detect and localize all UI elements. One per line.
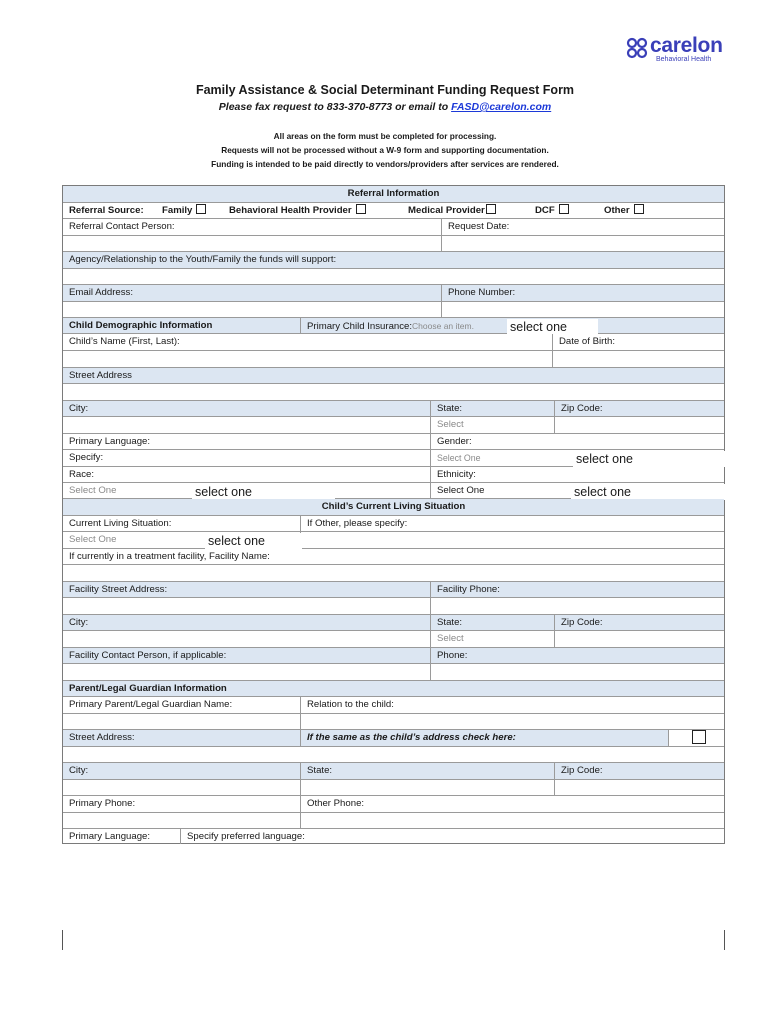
guardian-street-label: Street Address: xyxy=(63,730,301,746)
insurance-label: Primary Child Insurance: xyxy=(307,321,413,332)
row xyxy=(63,648,724,664)
email-label: Email Address: xyxy=(63,285,442,301)
row xyxy=(63,697,724,714)
contact-person-label: Referral Contact Person: xyxy=(63,219,442,235)
section-header-guardian xyxy=(63,681,724,697)
facility-contact-phone-label: Phone: xyxy=(437,650,468,661)
specify-label: Specify: xyxy=(63,450,431,466)
living-placeholder: Select One xyxy=(63,532,301,548)
section-header-living xyxy=(63,499,724,516)
form-title: Family Assistance & Social Determinant Funding Request Form xyxy=(195,83,575,97)
note-line: All areas on the form must be completed for processing. xyxy=(273,131,497,141)
input-row xyxy=(63,747,724,763)
row xyxy=(63,516,724,532)
other-phone-label: Other Phone: xyxy=(307,798,365,809)
guardian-state-label: State: xyxy=(301,763,555,779)
input-row xyxy=(63,269,724,285)
row xyxy=(63,549,724,565)
family-checkbox[interactable] xyxy=(196,204,206,214)
insurance-placeholder: Choose an item. xyxy=(412,321,474,331)
facility-street-label: Facility Street Address: xyxy=(63,582,431,597)
city-label: City: xyxy=(63,401,431,416)
section-title: Child Demographic Information xyxy=(63,318,301,333)
facility-contact-label: Facility Contact Person, if applicable: xyxy=(63,648,431,663)
section-title: Referral Information xyxy=(347,188,440,199)
relation-field[interactable] xyxy=(301,714,724,729)
input-row xyxy=(63,664,724,681)
facility-contact-phone-field[interactable] xyxy=(431,664,724,680)
referral-source-row xyxy=(63,203,724,219)
input-row xyxy=(63,236,724,252)
row xyxy=(63,434,724,450)
dcf-checkbox[interactable] xyxy=(559,204,569,214)
guardian-name-field[interactable] xyxy=(63,714,301,729)
gender-select[interactable]: select one xyxy=(573,451,736,467)
row xyxy=(63,219,724,236)
dob-label: Date of Birth: xyxy=(559,336,615,347)
agency-field[interactable] xyxy=(63,269,724,284)
street-label: Street Address xyxy=(69,370,132,381)
input-row xyxy=(63,631,724,648)
ethnicity-select[interactable]: select one xyxy=(571,484,770,500)
gender-placeholder: Select One xyxy=(437,453,481,463)
other-phone-field[interactable] xyxy=(301,813,724,828)
source-option-other[interactable]: Other xyxy=(604,203,644,218)
row xyxy=(63,582,724,598)
guardian-city-field[interactable] xyxy=(63,780,301,795)
facility-city-label: City: xyxy=(63,615,431,630)
row xyxy=(63,796,724,813)
agency-label: Agency/Relationship to the Youth/Family the funds will support: xyxy=(69,254,337,265)
facility-state-label: State: xyxy=(431,615,555,630)
current-living-label: Current Living Situation: xyxy=(63,516,301,531)
facility-zip-field[interactable] xyxy=(555,631,724,647)
input-row xyxy=(63,384,724,401)
section-title: Parent/Legal Guardian Information xyxy=(69,683,227,694)
source-option-bh-provider[interactable]: Behavioral Health Provider xyxy=(229,203,366,218)
relation-label: Relation to the child: xyxy=(307,699,394,710)
brand-sub: Behavioral Health xyxy=(656,56,712,63)
primary-phone-label: Primary Phone: xyxy=(63,796,301,812)
form-notes xyxy=(0,129,770,171)
input-row xyxy=(63,351,724,368)
facility-state-select[interactable]: Select xyxy=(431,631,555,647)
facility-street-field[interactable] xyxy=(63,598,431,614)
zip-label: Zip Code: xyxy=(561,403,603,414)
ethnicity-label: Ethnicity: xyxy=(437,469,476,480)
input-row xyxy=(63,417,724,434)
facility-name-label: If currently in a treatment facility, Facility Name: xyxy=(69,551,270,562)
facility-contact-field[interactable] xyxy=(63,664,431,680)
guardian-street-field[interactable] xyxy=(63,747,724,762)
brand-name: carelon xyxy=(650,34,723,57)
guardian-name-label: Primary Parent/Legal Guardian Name: xyxy=(63,697,301,713)
input-row xyxy=(63,714,724,730)
input-row xyxy=(63,780,724,796)
living-select[interactable]: select one xyxy=(205,533,302,549)
row xyxy=(63,334,724,351)
page-mark-right xyxy=(724,930,725,950)
page-mark-left xyxy=(62,930,63,950)
row xyxy=(63,829,724,844)
primary-phone-field[interactable] xyxy=(63,813,301,828)
carelon-logo xyxy=(626,36,726,66)
other-checkbox[interactable] xyxy=(634,204,644,214)
guardian-zip-label: Zip Code: xyxy=(561,765,603,776)
race-placeholder: Select One xyxy=(63,483,431,498)
input-row xyxy=(63,598,724,615)
street-field[interactable] xyxy=(63,384,724,400)
guardian-language-label: Primary Language: xyxy=(63,829,181,844)
email-link[interactable]: FASD@carelon.com xyxy=(451,101,552,113)
referral-source-label: Referral Source: xyxy=(69,205,144,216)
section-header-referral xyxy=(63,186,724,203)
row xyxy=(63,532,724,549)
same-address-checkbox[interactable] xyxy=(692,730,706,744)
input-row xyxy=(63,813,724,829)
contact-person-field[interactable] xyxy=(63,236,442,251)
child-header-row xyxy=(63,318,724,334)
facility-name-field[interactable] xyxy=(63,565,724,581)
request-form xyxy=(62,185,725,844)
section-title: Child’s Current Living Situation xyxy=(321,501,466,512)
carelon-logo-icon xyxy=(626,37,648,59)
row xyxy=(63,730,724,747)
gender-label: Gender: xyxy=(437,436,472,447)
facility-phone-field[interactable] xyxy=(431,598,724,614)
source-option-dcf[interactable]: DCF xyxy=(535,203,569,218)
row xyxy=(63,285,724,302)
other-specify-label: If Other, please specify: xyxy=(307,518,408,529)
guardian-zip-field[interactable] xyxy=(555,780,724,795)
dob-field[interactable] xyxy=(553,351,724,367)
note-line: Requests will not be processed without a W-9 form and supporting documentation. xyxy=(221,145,549,155)
email-field[interactable] xyxy=(63,302,442,317)
row xyxy=(63,467,724,483)
insurance-select[interactable]: select one xyxy=(507,319,598,335)
city-field[interactable] xyxy=(63,417,431,433)
source-option-family[interactable]: Family xyxy=(162,203,206,218)
row xyxy=(63,615,724,631)
other-specify-field[interactable] xyxy=(301,532,724,548)
facility-city-field[interactable] xyxy=(63,631,431,647)
note-line: Funding is intended to be paid directly to vendors/providers after services are rendered. xyxy=(211,159,559,169)
bh-provider-checkbox[interactable] xyxy=(356,204,366,214)
guardian-state-field[interactable] xyxy=(301,780,555,795)
facility-phone-label: Facility Phone: xyxy=(437,584,500,595)
state-label: State: xyxy=(431,401,555,416)
request-date-label: Request Date: xyxy=(448,221,510,232)
medical-provider-checkbox[interactable] xyxy=(486,204,496,214)
preferred-language-label: Specify preferred language: xyxy=(187,831,305,842)
row xyxy=(63,763,724,780)
request-date-field[interactable] xyxy=(442,236,724,251)
form-subtitle xyxy=(0,101,770,113)
row xyxy=(63,252,724,269)
state-select[interactable]: Select xyxy=(431,417,555,433)
zip-field[interactable] xyxy=(555,417,724,433)
row xyxy=(63,401,724,417)
row xyxy=(63,368,724,384)
phone-label: Phone Number: xyxy=(448,287,516,298)
source-option-medical-provider[interactable]: Medical Provider xyxy=(408,203,496,218)
language-label: Primary Language: xyxy=(63,434,431,449)
input-row xyxy=(63,565,724,582)
race-label: Race: xyxy=(63,467,431,482)
child-name-label: Child’s Name (First, Last): xyxy=(63,334,553,350)
same-address-label: If the same as the child’s address check here: xyxy=(301,730,669,746)
race-select[interactable]: select one xyxy=(192,484,335,500)
child-name-field[interactable] xyxy=(63,351,553,367)
facility-zip-label: Zip Code: xyxy=(561,617,603,628)
input-row xyxy=(63,302,724,318)
subtitle-text: Please fax request to 833-370-8773 or email to xyxy=(218,101,452,113)
phone-field[interactable] xyxy=(442,302,724,317)
ethnicity-placeholder: Select One xyxy=(437,485,485,496)
guardian-city-label: City: xyxy=(63,763,301,779)
